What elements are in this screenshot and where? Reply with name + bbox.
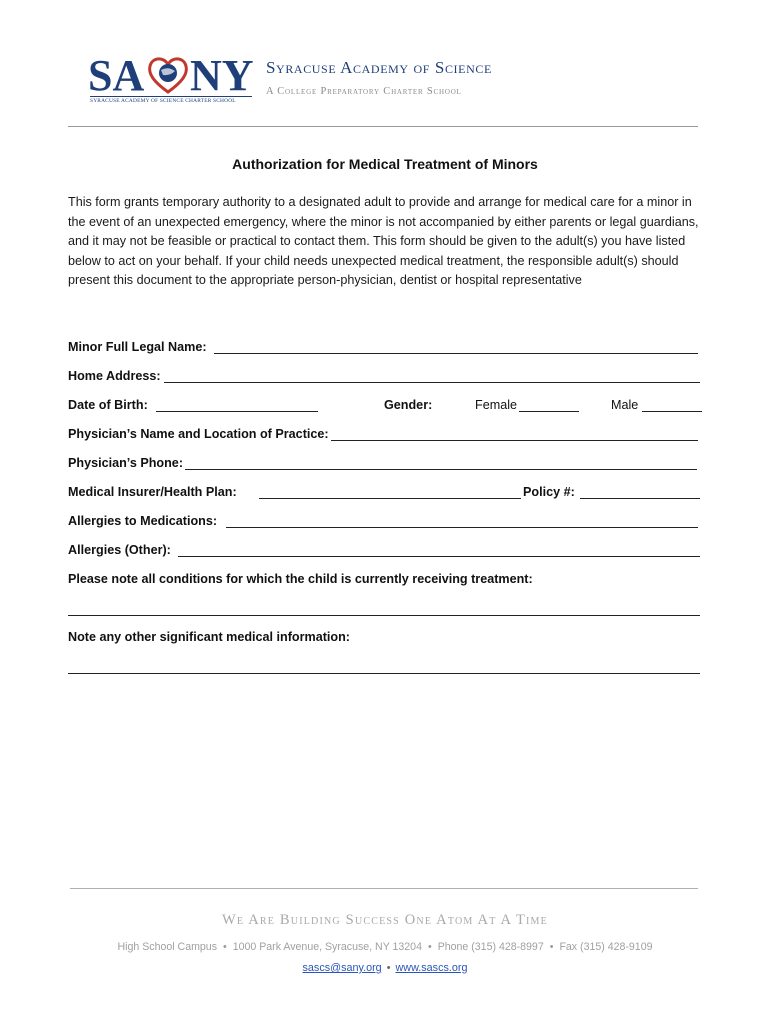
other-info-input[interactable] [68, 673, 700, 674]
school-name: Syracuse Academy of Science [266, 58, 492, 77]
home-address-input[interactable] [164, 382, 700, 383]
male-option-input[interactable] [642, 411, 702, 412]
insurer-input[interactable] [259, 498, 521, 499]
svg-text:SA: SA [88, 52, 145, 98]
website-link[interactable]: www.sascs.org [395, 962, 468, 974]
minor-name-input[interactable] [214, 353, 698, 354]
logo-wordmark [88, 52, 260, 98]
dob-input[interactable] [156, 411, 318, 412]
female-option-label: Female [475, 398, 517, 412]
allergies-meds-label: Allergies to Medications: [68, 514, 218, 528]
form-intro: This form grants temporary authority to a designated adult to provide and arrange for medical care for a minor in the event of an unexpected emergency, where the minor is not accompanied by either parents or legal guardians, and it may not be feasible or practical to contact them. This form should be given to the adult(s) you have listed below to act on your behalf. If your child needs unexpected medical treatment, the responsible adult(s) should present this document to the appropriate person-physician, dentist or hospital representative [68, 195, 699, 288]
school-subtitle: A College Preparatory Charter School [266, 86, 462, 97]
allergies-other-label: Allergies (Other): [68, 543, 171, 557]
school-logo [88, 52, 260, 106]
fax-number: Fax (315) 428-9109 [559, 941, 653, 953]
bullet-icon: • [223, 941, 227, 953]
female-option-input[interactable] [519, 411, 579, 412]
minor-name-label: Minor Full Legal Name: [68, 340, 207, 354]
header-divider [68, 126, 698, 127]
gender-label: Gender: [384, 398, 433, 412]
other-info-label: Note any other significant medical information: [68, 630, 350, 644]
policy-input[interactable] [580, 498, 700, 499]
physician-input[interactable] [331, 440, 698, 441]
bullet-icon: • [386, 962, 391, 974]
allergies-meds-input[interactable] [226, 527, 698, 528]
conditions-label: Please note all conditions for which the child is currently receiving treatment: [68, 572, 533, 586]
policy-label: Policy #: [523, 485, 575, 499]
bullet-icon: • [427, 941, 432, 953]
insurer-label: Medical Insurer/Health Plan: [68, 485, 237, 499]
home-address-label: Home Address: [68, 369, 161, 383]
allergies-other-input[interactable] [178, 556, 700, 557]
heart-globe-icon [150, 59, 187, 92]
footer-divider [70, 888, 698, 889]
dob-label: Date of Birth: [68, 398, 148, 412]
email-link[interactable]: sascs@sany.org [302, 962, 382, 974]
svg-text:NY: NY [190, 52, 254, 98]
footer-motto: We Are Building Success One Atom At A Time [222, 912, 548, 928]
physician-label: Physician’s Name and Location of Practice: [68, 427, 329, 441]
phone-number: Phone (315) 428-8997 [437, 941, 544, 953]
form-title: Authorization for Medical Treatment of Minors [232, 156, 538, 172]
male-option-label: Male [611, 398, 639, 412]
logo-tagline: SYRACUSE ACADEMY OF SCIENCE CHARTER SCHOOL [90, 96, 252, 104]
footer-links [0, 962, 770, 974]
letterhead [88, 48, 708, 108]
campus-address: 1000 Park Avenue, Syracuse, NY 13204 [232, 941, 422, 953]
bullet-icon: • [549, 941, 554, 953]
campus-name: High School Campus [117, 941, 217, 953]
physician-phone-label: Physician’s Phone: [68, 456, 184, 470]
physician-phone-input[interactable] [185, 469, 697, 470]
conditions-input[interactable] [68, 615, 700, 616]
footer-contact [0, 941, 770, 953]
